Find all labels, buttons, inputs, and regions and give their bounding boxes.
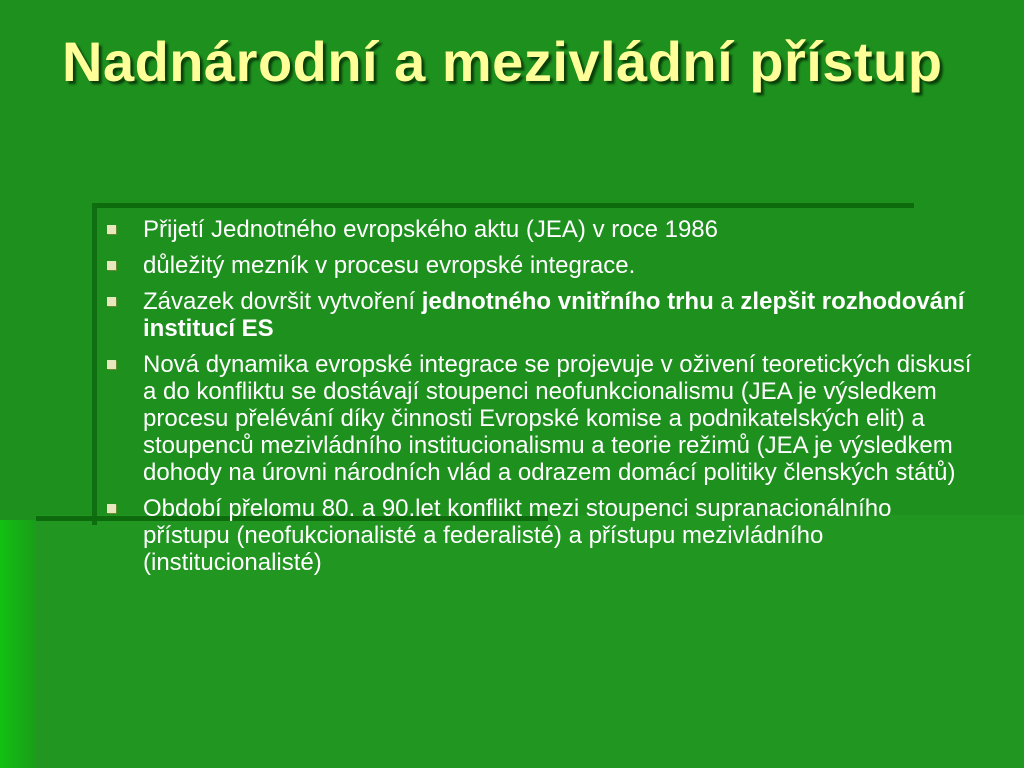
bullet-item-period-80s-90s [143, 495, 973, 576]
bullet-text: Přijetí Jednotného evropského aktu (JEA) v roce 1986 [143, 216, 718, 243]
bullet-text-part: Závazek dovršit vytvoření [143, 288, 422, 315]
bullet-bold-text: zlepšit rozhodování institucí ES [143, 288, 965, 342]
decorative-rule-left [92, 203, 97, 525]
bullet-item-milestone [143, 252, 973, 279]
bullet-text-part: a [713, 288, 741, 315]
bullet-item-jea-adoption [143, 216, 973, 243]
bullet-bold-text: jednotného vnitřního trhu [421, 288, 714, 315]
bullet-list [143, 216, 973, 585]
square-bullet-icon [107, 297, 116, 306]
background-gradient-left [0, 520, 40, 768]
bullet-text: důležitý mezník v procesu evropské integrace. [143, 252, 636, 279]
bullet-text: Období přelomu 80. a 90.let konflikt mezi stoupenci supranacionálního přístupu (neofukcionalisté a federalisté) a přístupu mezivládního (institucionalisté) [143, 495, 892, 576]
slide-title: Nadnárodní a mezivládní přístup [62, 30, 943, 93]
square-bullet-icon [107, 261, 116, 270]
square-bullet-icon [107, 225, 116, 234]
bullet-item-commitment [143, 288, 973, 342]
bullet-text: Nová dynamika evropské integrace se projevuje v oživení teoretických diskusí a do konfliktu se dostávají stoupenci neofunkcionalismu (JEA je výsledkem procesu přelévání díky činnosti Evropské komise a podnikatelských elit) a stoupenců mezivládního institucionalismu a teorie režimů (JEA je výsledkem dohody na úrovni národních vlád a odrazem domácí politiky členských států) [143, 351, 972, 486]
decorative-rule-top [96, 203, 914, 208]
square-bullet-icon [107, 360, 116, 369]
bullet-item-new-dynamics [143, 351, 973, 486]
square-bullet-icon [107, 504, 116, 513]
